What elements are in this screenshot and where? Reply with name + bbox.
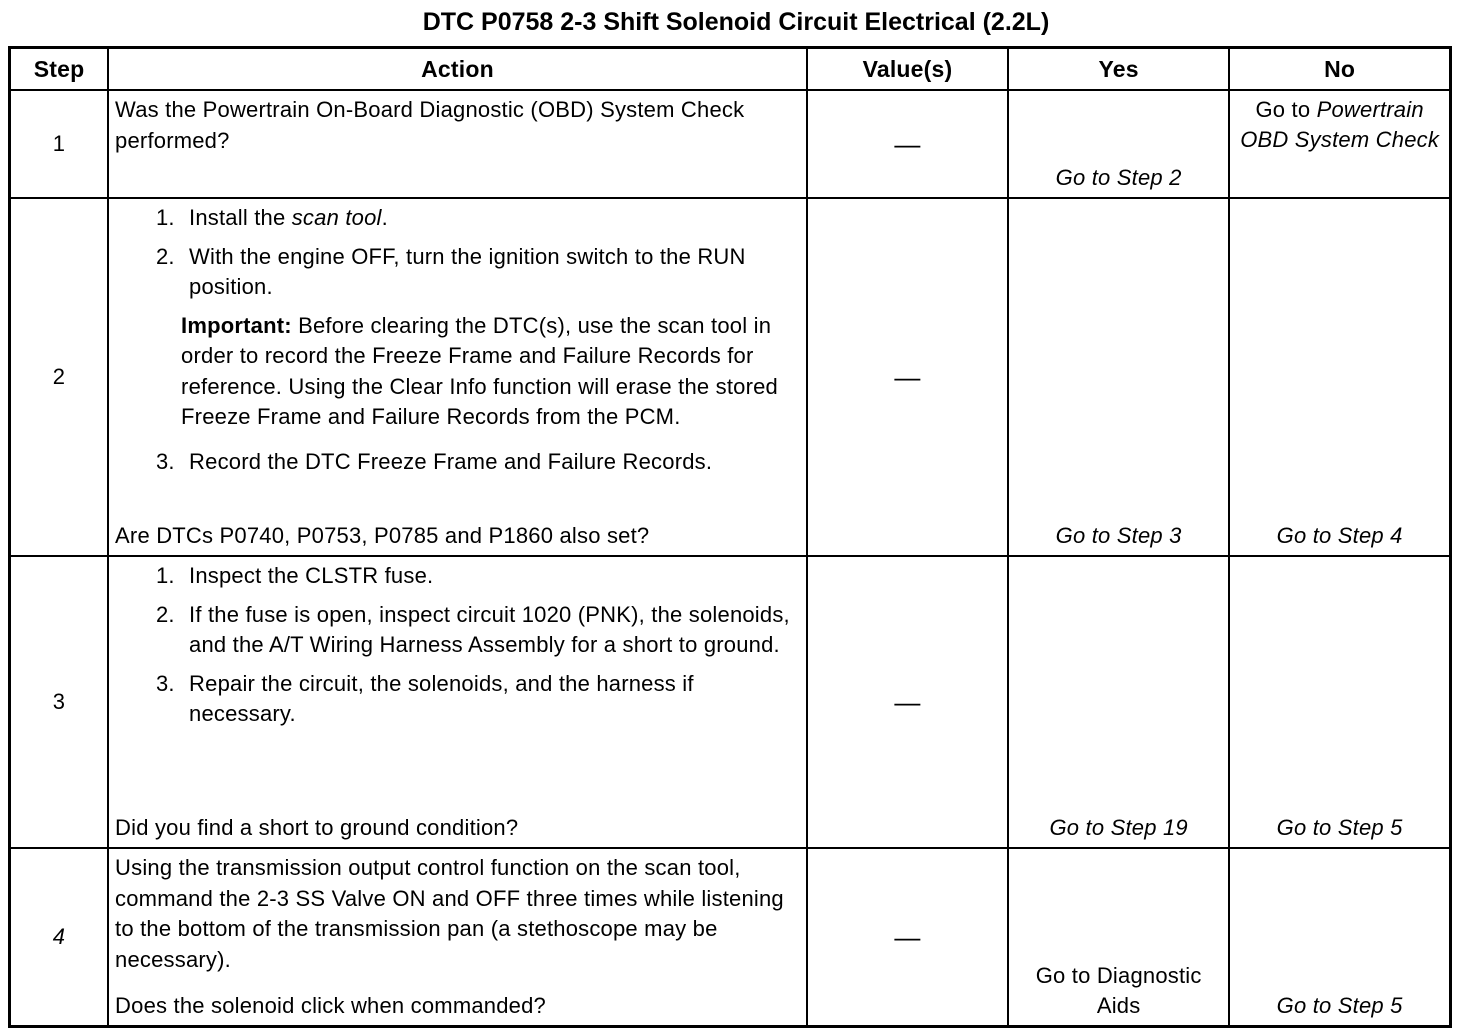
yes-cell: [1008, 90, 1229, 198]
action-cell: [108, 848, 807, 1027]
no-link[interactable]: Go to Step 4: [1276, 523, 1403, 548]
no-prefix: Go to: [1255, 97, 1311, 122]
no-link[interactable]: Go to Step 5: [1276, 993, 1403, 1018]
yes-link[interactable]: Go to Step 19: [1049, 815, 1188, 840]
action-step-item: 3. Repair the circuit, the solenoids, and the harness if necessary.: [181, 669, 798, 730]
yes-link[interactable]: Go to Step 3: [1055, 523, 1182, 548]
column-header-no: No: [1229, 48, 1450, 91]
column-header-yes: Yes: [1008, 48, 1229, 91]
value-cell: —: [807, 90, 1008, 198]
note-text: Before clearing the DTC(s), use the scan tool in order to record the Freeze Frame and Failure Records for reference. Using the Clear Info function will erase the stored Freeze Frame and Failure Records from the PCM.: [181, 312, 778, 429]
yes-cell: [1008, 198, 1229, 556]
page-title: DTC P0758 2-3 Shift Solenoid Circuit Electrical (2.2L): [422, 8, 1050, 36]
action-cell: [108, 198, 807, 556]
column-header-values: Value(s): [807, 48, 1008, 91]
value-cell: —: [807, 556, 1008, 848]
action-steps: [115, 203, 798, 303]
action-question: Are DTCs P0740, P0753, P0785 and P1860 also set?: [115, 522, 650, 548]
action-question: Does the solenoid click when commanded?: [115, 992, 546, 1018]
yes-link[interactable]: Go to Diagnostic Aids: [1035, 963, 1202, 1018]
yes-cell: [1008, 556, 1229, 848]
table-row: [10, 848, 1451, 1027]
no-cell: [1229, 90, 1450, 198]
step-number: 3: [10, 556, 109, 848]
important-note: [115, 311, 798, 433]
action-step-item: 3. Record the DTC Freeze Frame and Failure Records.: [181, 447, 798, 478]
header-row: [10, 48, 1451, 91]
step-number: 4: [10, 848, 109, 1027]
action-cell: [108, 90, 807, 198]
table-row: [10, 556, 1451, 848]
action-question: Was the Powertrain On-Board Diagnostic (OBD) System Check performed?: [115, 97, 745, 153]
no-cell: [1229, 848, 1450, 1027]
value-cell: —: [807, 848, 1008, 1027]
step-number: 2: [10, 198, 109, 556]
action-step-item: 2. With the engine OFF, turn the ignition switch to the RUN position.: [181, 242, 798, 303]
action-text: Using the transmission output control function on the scan tool, command the 2-3 SS Valve ON and OFF three times while listening to the bottom of the transmission pan (a stethoscope may be necessary).: [115, 855, 784, 972]
table-row: [10, 90, 1451, 198]
value-cell: —: [807, 198, 1008, 556]
scan-tool-link[interactable]: scan tool: [291, 205, 382, 230]
column-header-step: Step: [10, 48, 109, 91]
action-step-item: 2. If the fuse is open, inspect circuit 1020 (PNK), the solenoids, and the A/T Wiring Harness Assembly for a short to ground.: [181, 600, 798, 661]
action-step-item: 1. Install the scan tool.: [181, 203, 798, 234]
table-row: [10, 198, 1451, 556]
action-steps: [115, 447, 798, 478]
action-question: Did you find a short to ground condition?: [115, 814, 519, 840]
action-cell: [108, 556, 807, 848]
yes-cell: [1008, 848, 1229, 1027]
no-cell: [1229, 198, 1450, 556]
step-number: 1: [10, 90, 109, 198]
action-step-item: 1. Inspect the CLSTR fuse.: [181, 561, 798, 592]
no-cell: [1229, 556, 1450, 848]
action-steps: [115, 561, 798, 738]
note-label: Important:: [181, 312, 292, 338]
column-header-action: Action: [108, 48, 807, 91]
yes-link[interactable]: Go to Step 2: [1055, 165, 1182, 190]
no-link[interactable]: Powertrain OBD System Check: [1240, 97, 1440, 152]
no-link[interactable]: Go to Step 5: [1276, 815, 1403, 840]
diagnostic-table: [8, 46, 1452, 1028]
